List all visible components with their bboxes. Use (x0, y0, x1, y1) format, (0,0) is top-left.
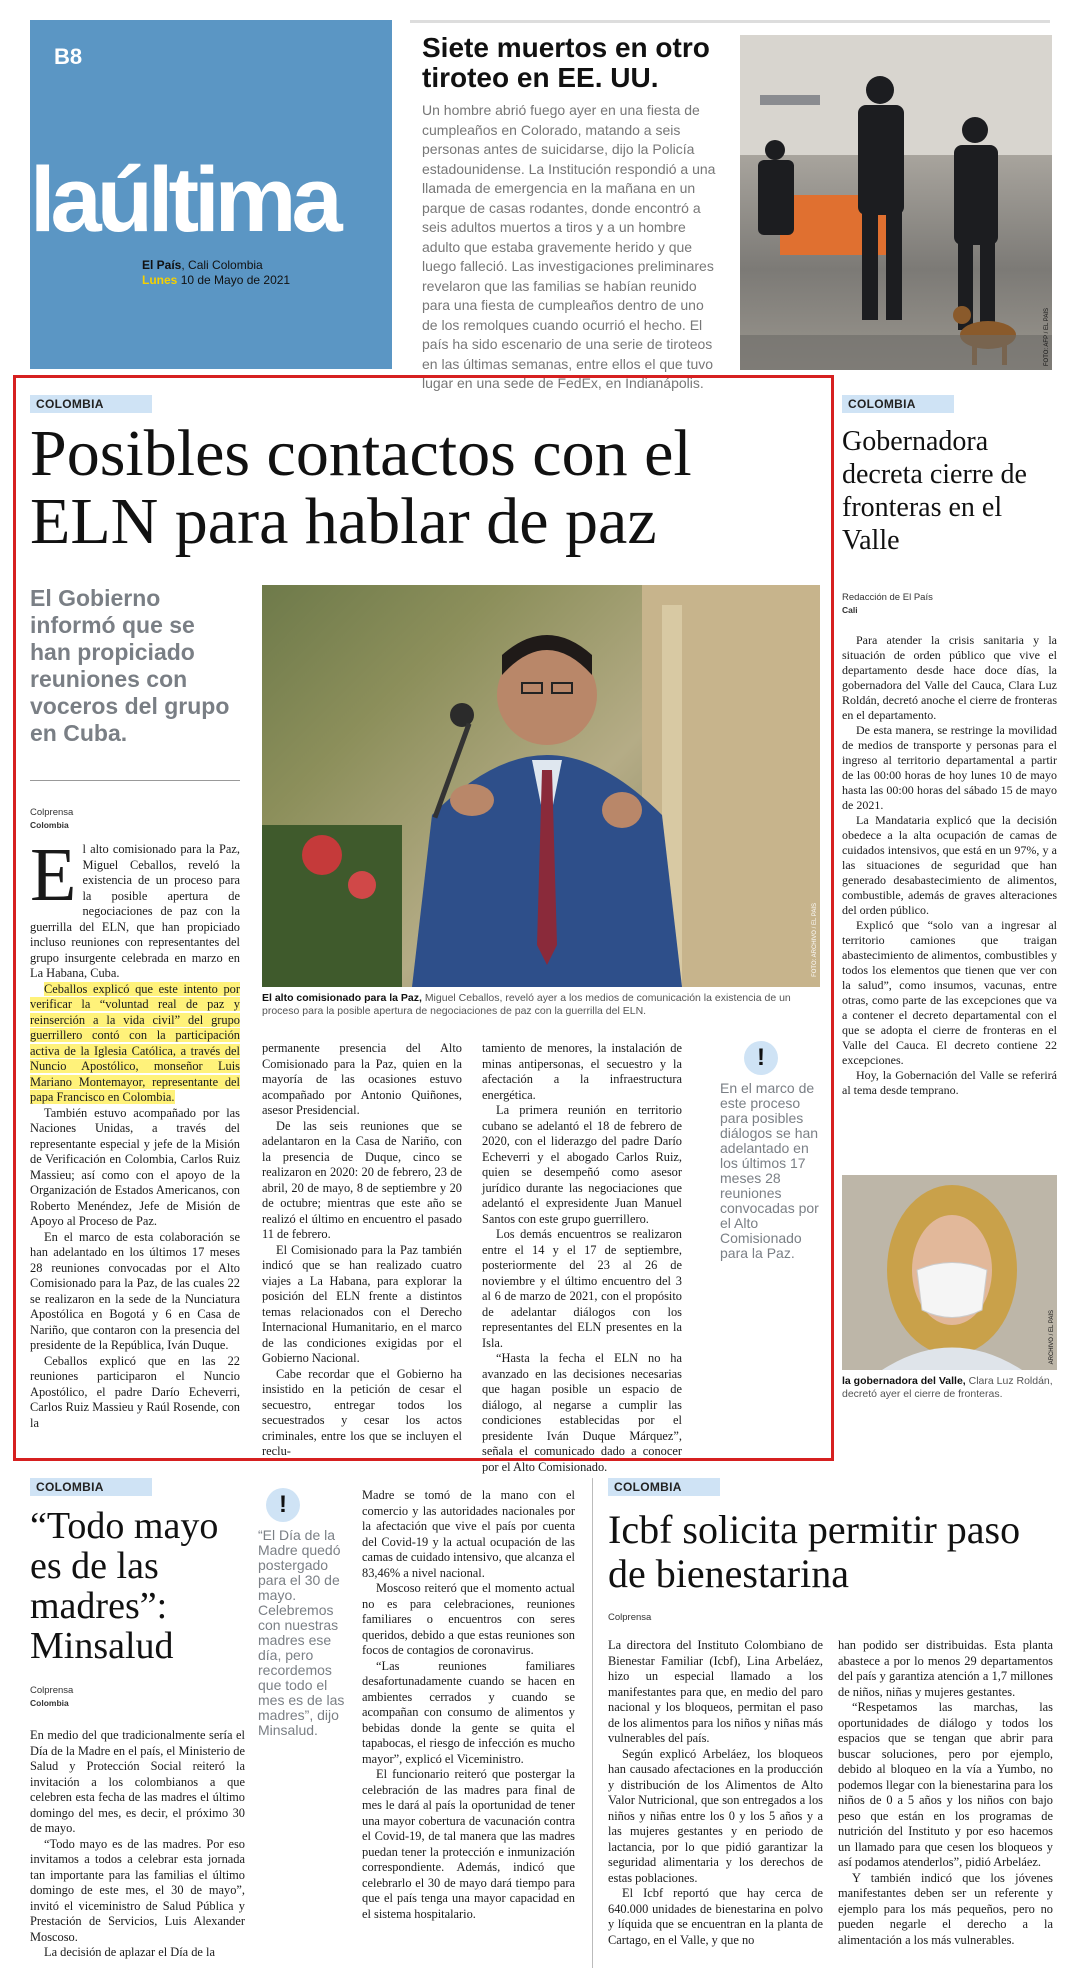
main-col2-p1: permanente presencia del Alto Comisionado para la Paz, quien en la mayoría de las ocasiones estuvo acompañado por Antonio Quiñones, asesor Presidencial. (262, 1041, 462, 1117)
br-col2-p1: han podido ser distribuidas. Esta planta abastece a por lo menos 29 departamentos del país y garantiza atención a 1,7 millones de niños, niñas y mujeres gestantes. (838, 1638, 1053, 1699)
bl-col2-p4: El funcionario reiteró que postergar la celebración de las madres para final de mes le dará al país la oportunidad de tener una mayor cobertura de vacunación contra el Covid-19, de tal manera que las madres puedan tener la protección e inmunización correspondiente. Además, indicó que celebrarlo el 30 de mayo dará tiempo para que el país tenga una mayor capacidad en el sistema hospitalario. (362, 1767, 575, 1921)
main-col3-p2: La primera reunión en territorio cubano se adelantó el 18 de febrero de 2020, con el liderazgo del padre Darío Echeverri y el abogado Carlos Ruiz, quien se desempeñó como asesor jurídico durante las negociaciones que adelantó el expresidente Juan Manuel Santos con este grupo guerrillero. (482, 1103, 682, 1226)
top-story-body: Un hombre abrió fuego ayer en una fiesta de cumpleaños en Colorado, matando a seis personas antes de suicidarse, dijo la Policía estadounidense. La Institución respondió a una llamada de emergencia en la mañana en un parque de casas rodantes, donde encontró a seis adultos muertos a tiros y a un hombre adulto que estaba gravemente herido y que luego falleció. Las investigaciones preliminares revelaron que las familias se habían reunido para una fiesta de cumpleaños dentro de uno de los remolques cuando ocurrió el hecho. El país ha sido escenario de una serie de tiroteos en las últimas semanas, entre ellos el que tuvo lugar en una sede de FedEx, en Indianápolis. (422, 102, 716, 391)
bl-agency-place: Colombia (30, 1698, 69, 1708)
main-subhead: El Gobierno informó que se han propiciado reuniones con voceros del grupo en Cuba. (30, 585, 230, 746)
side-tag: COLOMBIA (842, 395, 954, 413)
main-photo-caption (262, 992, 820, 1018)
bl-quote (258, 1488, 346, 1738)
main-col-3 (482, 1041, 682, 1475)
dateline: El País, Cali Colombia Lunes 10 de Mayo de 2021 (142, 258, 291, 287)
main-col2-p3: El Comisionado para la Paz también indicó que se han realizado cuatro viajes a La Habana, para explorar la posición del ELN frente a distintos temas relacionados con el Derecho Internacional Humanitario, en el marco de las condiciones exigidas por el Gobierno Nacional. (262, 1242, 462, 1365)
br-col2-p2: “Respetamos las marchas, las oportunidades de diálogo y todos los espacios que se tengan que abrir para buscar soluciones, pero por ejemplo, debido al bloqueo en la vía a Yumbo, no podemos llegar con la bienestarina para los niños de 0 a 5 años y los niños con bajo peso que están en los programas de nutrición del Instituto y por eso hacemos un llamado para que cesen los bloqueos y así podamos atenderlos”, pidió Arbeláez. (838, 1700, 1053, 1869)
main-photo (262, 585, 820, 987)
bl-p3: La decisión de aplazar el Día de la (44, 1945, 215, 1959)
br-p2: Según explicó Arbeláez, los bloqueos han causado afectaciones en la producción y distribución de los Alimentos de Alto Valor Nutricional, que son entregados a los niños y niñas entre los 0 y los 5 años y a las mujeres gestantes y en periodo de lactancia, por lo que pidió garantizar la seguridad alimentaria y los derechos de estas poblaciones. (608, 1746, 823, 1885)
br-tag: COLOMBIA (608, 1478, 720, 1496)
side-caption-bold: la gobernadora del Valle, (842, 1375, 966, 1387)
date: 10 de Mayo de 2021 (180, 273, 291, 287)
section-code: B8 (54, 44, 83, 69)
br-col-2 (838, 1638, 1053, 1948)
section-name: laúltima (30, 149, 338, 251)
top-story (410, 20, 1050, 391)
side-photo-credit: ARCHIVO / EL PAÍS (1049, 1309, 1055, 1364)
main-p3: También estuvo acompañado por las Naciones Unidas, a través del representante especial y jefe de la Misión de Verificación en Colombia, Carlos Ruiz Massieu; así como con el apoyo de la Organización de Estados Americanos, con Roberto Menéndez, Jefe de Misión de Apoyo al Proceso de Paz. (30, 1105, 240, 1228)
main-agency-place: Colombia (30, 820, 69, 830)
bottom-divider (592, 1478, 593, 1968)
side-caption-text: Clara Luz Roldán, decretó ayer el cierre de fronteras. (842, 1375, 1053, 1400)
bottom-right-story (608, 1478, 1058, 1978)
br-col-1 (608, 1638, 823, 1948)
br-byline: Colprensa (608, 1612, 652, 1623)
subhead-rule (30, 780, 240, 781)
bl-col2-p3: “Las reuniones familiares desafortunadamente cuando se hacen en ambientes cerrados y cuando se acompañan con consumo de alimentos y bebidas donde la gente se quita el tapabocas, el riesgo de infección es mucho mayor”, explicó el Viceministro. (362, 1658, 575, 1766)
side-story (842, 395, 1057, 1455)
weekday: Lunes (142, 273, 178, 287)
main-col2-p4: Cabe recordar que el Gobierno ha insistido en la petición de cesar el secuestro, entregar todos los secuestrados y cesar los actos criminales, entre los que se incluyen el reclu- (262, 1366, 462, 1458)
side-headline: Gobernadora decreta cierre de fronteras en el Valle (842, 426, 1027, 556)
commissioner-image (262, 585, 820, 987)
side-p5: Hoy, la Gobernación del Valle se referirá al tema desde temprano. (842, 1068, 1057, 1097)
main-col3-p3: Los demás encuentros se realizaron entre el 14 y el 17 de septiembre, posteriormente del 23 al 26 de noviembre y el último encuentro del 3 al 6 de marzo de 2021, con el propósito de adelantar diálogos con los representantes del ELN presentes en la Isla. (482, 1227, 682, 1350)
bl-col-1 (30, 1728, 245, 1961)
main-col3-p4: “Hasta la fecha el ELN no ha avanzado en las decisiones necesarias que hagan posible un espacio de diálogo, al negarse a cumplir las condiciones establecidas por el presidente Iván Duque Márquez”, señala el comunicado dado a conocer por el Alto Comisionado. (482, 1351, 682, 1474)
bl-tag: COLOMBIA (30, 1478, 152, 1496)
main-callout (720, 1041, 820, 1261)
side-p3: La Mandataria explicó que la decisión obedece a la alta ocupación de camas de cuidados intensivos, que está en un 97%, y a las situaciones de seguridad que han generado desabastecimiento de alimentos, combustible, además de graves alteraciones del orden público. (842, 813, 1057, 917)
governor-image (842, 1175, 1057, 1370)
side-agency-place: Cali (842, 605, 858, 615)
top-photo-credit: FOTO: AFP / EL PAÍS (1044, 307, 1050, 366)
side-agency: Redacción de El País (842, 592, 933, 603)
dropcap: E (30, 833, 77, 917)
bl-quote-text: “El Día de la Madre quedó postergado para el 30 de mayo. Celebremos con nuestras madres ese día, pero recordemos que todo el mes es de las madres”, dijo Minsalud. (258, 1527, 345, 1738)
side-photo-caption (842, 1375, 1057, 1401)
caption-bold: El alto comisionado para la Paz, (262, 992, 422, 1004)
bl-p2: “Todo mayo es de las madres. Por eso invitamos a todos a celebrar esta jornada tan importante para las familias el último domingo de este mes, el 30 de mayo”, invitó el viceministro de Salud Pública y Prestación de Servicios, Luis Alexander Moscoso. (30, 1836, 245, 1944)
bl-byline (30, 1685, 73, 1710)
side-p1: Para atender la crisis sanitaria y la situación de orden público que vive el departamento desde hace doce días, la gobernadora del Valle del Cauca, Clara Luz Roldán, decretó anoche el cierre de fronteras en el departamento. (842, 633, 1057, 722)
main-p4: En el marco de esta colaboración se han adelantado en los últimos 17 meses 28 reuniones convocadas por el Alto Comisionado para la Paz, de las cuales 22 se realizaron en la sede de la Nunciatura Apostólica en Bogotá y 6 en Casa de Nariño, que contaron con la presencia del presidente de la República, Iván Duque. (30, 1229, 240, 1352)
main-col3-p1: tamiento de menores, la instalación de minas antipersonas, el secuestro y la afectación a la infraestructura energética. (482, 1041, 682, 1102)
bl-col2-p1: Madre se tomó de la mano con el comercio y las autoridades nacionales por la afectación que vive el país por cuenta del Covid-19 y la actual ocupación de las camas de cuidado intensivo, que alcanza el 83,46% a nivel nacional. (362, 1488, 575, 1580)
side-byline (842, 592, 933, 617)
section-banner (30, 20, 392, 369)
city: Cali Colombia (188, 258, 263, 272)
main-agency: Colprensa (30, 807, 74, 818)
main-headline: Posibles contactos con el ELN para hablar de paz (30, 417, 692, 558)
main-story (30, 395, 820, 1474)
main-tag: COLOMBIA (30, 395, 152, 413)
main-byline (30, 807, 73, 832)
bottom-left-story (30, 1478, 575, 1978)
br-headline: Icbf solicita permitir paso de bienestarina (608, 1507, 1021, 1596)
top-story-headline: Siete muertos en otro tiroteo en EE. UU. (422, 32, 710, 93)
bl-agency: Colprensa (30, 1685, 74, 1696)
br-col2-p3: Y también indicó que los jóvenes manifestantes deben ser un referente y ejemplo para los más pequeños, pero no pueden negarle el derecho a la alimentación a los más vulnerables. (838, 1870, 1053, 1947)
exclamation-icon: ! (744, 1041, 778, 1075)
bl-p1: En medio del que tradicionalmente sería el Día de la Madre en el país, el Ministerio de Salud y Protección Social reiteró la invitación a los colombianos a que celebren esta fecha de las madres el último domingo del mes, es decir, el próximo 30 de mayo. (30, 1728, 245, 1835)
main-col-1 (30, 833, 240, 1431)
bl-col2-p2: Moscoso reiteró que el momento actual no es para celebraciones, reuniones familiares o encuentros con seres queridos, debido a que estas reuniones son focos de contagios de coronavirus. (362, 1581, 575, 1657)
side-body (842, 633, 1057, 1098)
main-col-2 (262, 1041, 462, 1460)
highlighted-text: Ceballos explicó que este intento por verificar la “voluntad real de paz y reinserción a la vida civil” del grupo guerrillero contó con la participación activa de la Iglesia Católica, a través del Nuncio Apostólico, monseñor Luis Mariano Montemayor, representante del papa Francisco en Colombia. (30, 981, 240, 1104)
bl-col-2 (362, 1488, 575, 1922)
bl-headline: “Todo mayo es de las madres”: Minsalud (30, 1505, 219, 1667)
bl-exclamation-icon: ! (266, 1488, 300, 1522)
side-p2: De esta manera, se restringe la movilidad de medios de transporte y personas para el ingreso al territorio departamental a partir de las 00:00 horas de hoy lunes 10 de mayo hasta las 00:00 horas del sábado 15 de mayo de 2021. (842, 723, 1057, 812)
callout-text: En el marco de este proceso para posibles diálogos se han adelantado en los últimos 17 meses 28 reuniones convocadas por el Alto Comisionado para la Paz. (720, 1080, 819, 1261)
main-p2 (30, 982, 240, 1106)
br-p1: La directora del Instituto Colombiano de Bienestar Familiar (Icbf), Lina Arbeláez, hizo un especial llamado a los manifestantes para que, en medio del paro nacional y los bloqueos, permitan el paso de los alimentos para los niños y niñas más vulnerables del país. (608, 1638, 823, 1745)
side-photo (842, 1175, 1057, 1370)
main-p5: Ceballos explicó que en las 22 reuniones participaron el Nuncio Apostólico, el padre Darío Echeverri, Carlos Ruiz Massieu y Raúl Rosende, con la (30, 1353, 240, 1430)
caption-text: Miguel Ceballos, reveló ayer a los medios de comunicación la existencia de un proceso para la posible apertura de negociaciones de paz con la guerrilla del ELN. (262, 992, 791, 1017)
paper-name: El País (142, 258, 182, 272)
top-story-photo (740, 35, 1052, 370)
police-officers-image (740, 35, 1052, 370)
side-p4: Explicó que “solo van a ingresar al territorio camiones que traigan abastecimiento de alimentos, combustibles y todos los elementos que tienen que ver con la salud”, como insumos, vacunas, entre otras, como parte de las excepciones que va a contener el decreto departamental con el que se adopta el cierre de fronteras en el Valle del Cauca. El decreto contiene 22 excepciones. (842, 918, 1057, 1067)
main-photo-credit: FOTO: ARCHIVO / EL PAÍS (812, 903, 818, 977)
main-p1: l alto comisionado para la Paz, Miguel Ceballos, reveló la existencia de un proceso para la posible apertura de negociaciones de paz con la guerrilla del ELN, que han propiciado incluso reuniones con representantes del grupo insurgente celebrada en marzo en La Habana, Cuba. (30, 842, 240, 980)
br-p3: El Icbf reportó que hay cerca de 640.000 unidades de bienestarina en polvo y líquida que se encuentran en la planta de Cartago, en el Valle, y que no (608, 1886, 823, 1947)
main-col2-p2: De las seis reuniones que se adelantaron en la Casa de Nariño, con la presencia de Duque, cinco se realizaron en 2020: 20 de febrero, 23 de abril, 20 de mayo, 8 de septiembre y 20 de octubre; mientras que este año se realizó el último en encuentro el pasado 11 de febrero. (262, 1118, 462, 1241)
